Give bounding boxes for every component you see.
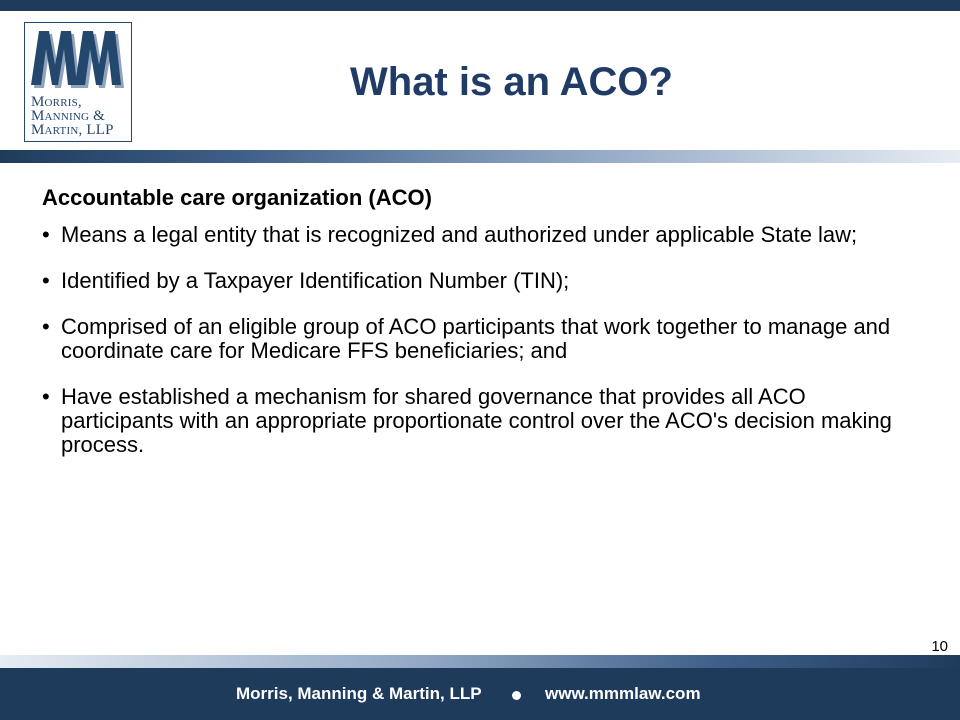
bullet-item [42, 385, 922, 457]
bullet-item [42, 315, 922, 363]
bullet-item [42, 269, 922, 293]
section-heading: Accountable care organization (ACO) [42, 185, 432, 210]
bullet-text: Comprised of an eligible group of ACO participants that work together to manage and coordinate care for Medicare FFS beneficiaries; and [61, 314, 891, 363]
footer-divider [0, 655, 960, 668]
footer-website: www.mmmlaw.com [545, 684, 701, 703]
page-number: 10 [931, 638, 948, 655]
bullet-marker: • [42, 384, 50, 409]
slide-title: What is an ACO? [350, 60, 673, 104]
logo-line-3: Martin, LLP [31, 122, 114, 138]
title-divider [0, 150, 960, 163]
bullet-marker: • [42, 314, 50, 339]
bullet-text: Identified by a Taxpayer Identification Number (TIN); [61, 268, 570, 293]
bullet-text: Means a legal entity that is recognized and authorized under applicable State law; [61, 222, 858, 247]
bullet-item [42, 223, 922, 247]
logo-line-1: Morris, [31, 94, 82, 110]
footer-bar [0, 668, 960, 720]
footer-firm-name: Morris, Manning & Martin, LLP [236, 684, 482, 703]
top-bar [0, 0, 960, 11]
bullet-marker: • [42, 222, 50, 247]
footer-separator-dot [512, 691, 521, 700]
bullet-text: Have established a mechanism for shared governance that provides all ACO participants with an appropriate proportionate control over the ACO's decision making process. [61, 384, 892, 457]
mm-monogram-icon [25, 23, 131, 93]
logo-line-2: Manning & [31, 108, 105, 124]
bullet-marker: • [42, 268, 50, 293]
firm-logo [24, 22, 132, 142]
slide-body [42, 183, 922, 479]
